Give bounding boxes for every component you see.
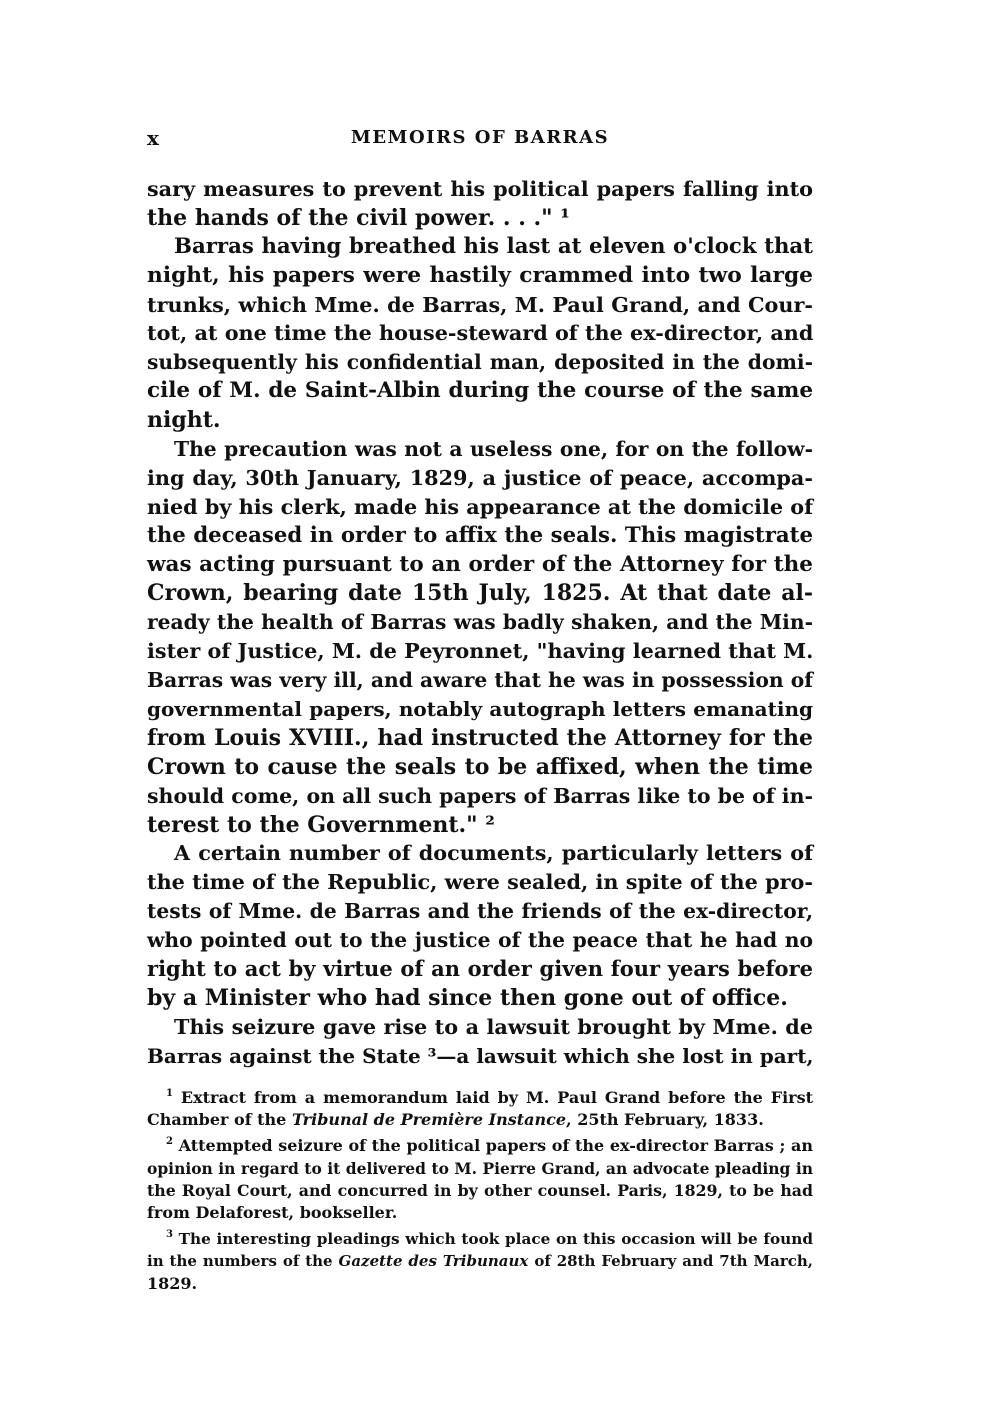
body-line: A certain number of documents, particularly letters of [174, 841, 813, 866]
body-line: This seizure gave rise to a lawsuit brought by Mme. de [174, 1014, 813, 1039]
body-line: ing day, 30th January, 1829, a justice of peace, accompa- [147, 465, 813, 490]
body-line: who pointed out to the justice of the peace that he had no [147, 928, 813, 953]
body-line: Barras was very ill, and aware that he was in possession of [147, 668, 813, 693]
footnote-marker: 3 [166, 1229, 173, 1241]
running-head [147, 125, 813, 151]
body-text [147, 175, 813, 1071]
footnote-3-line: $^3$ The interesting pleadings which took place on this occasion will be found [166, 1229, 813, 1249]
body-line: terest to the Government." ² [147, 811, 495, 838]
body-line: ready the health of Barras was badly shaken, and the Min- [147, 610, 813, 635]
body-line: governmental papers, notably autograph letters emanating [147, 697, 813, 722]
tribunal-title: Tribunal de Première Instance [291, 1110, 567, 1130]
footnote-1-line: Chamber of the Tribunal de Première Instance, 25th February, 1833. [147, 1110, 764, 1130]
running-title: MEMOIRS OF BARRAS [350, 127, 610, 148]
body-line: should come, on all such papers of Barras like to be of in- [147, 783, 813, 808]
footnote-3-line: 1829. [147, 1273, 198, 1293]
body-line: sary measures to prevent his political papers falling into [147, 177, 813, 201]
body-line: Crown, bearing date 15th July, 1825. At that date al- [147, 580, 813, 607]
body-line: the hands of the civil power. . . ." ¹ [147, 204, 570, 231]
body-line: nied by his clerk, made his appearance at the domicile of [147, 494, 814, 519]
body-line: Crown to cause the seals to be affixed, when the time [147, 753, 813, 780]
body-line: tot, at one time the house-steward of the ex-director, and [147, 321, 814, 346]
body-line: the time of the Republic, were sealed, in spite of the pro- [147, 870, 813, 895]
footnote-marker: 1 [166, 1088, 173, 1099]
footnote-2-line: opinion in regard to it delivered to M. Pierre Grand, an advocate pleading in [147, 1158, 813, 1178]
body-line: tests of Mme. de Barras and the friends of the ex-director, [147, 899, 813, 924]
body-line: was acting pursuant to an order of the Attorney for the [147, 551, 813, 577]
body-line: subsequently his confidential man, deposited in the domi- [147, 350, 813, 375]
body-line: night, his papers were hastily crammed into two large [147, 262, 813, 288]
footnote-3-line: in the numbers of the Gazette des Tribunaux of 28th February and 7th March, [147, 1252, 813, 1271]
body-line: right to act by virtue of an order given four years before [147, 956, 813, 982]
gazette-title: Gazette des Tribunaux [338, 1252, 529, 1271]
body-line: by a Minister who had since then gone out of office. [147, 984, 788, 1011]
body-line: Barras against the State ³—a lawsuit which she lost in part, [147, 1043, 814, 1068]
footnote-2-line: from Delaforest, bookseller. [147, 1202, 398, 1222]
body-line: night. [147, 407, 221, 434]
footnote-marker: 2 [166, 1136, 173, 1148]
body-line: The precaution was not a useless one, for on the follow- [174, 437, 813, 462]
body-line: ister of Justice, M. de Peyronnet, "having learned that M. [147, 639, 814, 664]
footnote-2-line: $^2$ Attempted seizure of the political papers of the ex-director Barras ; an [166, 1136, 813, 1156]
footnote-1-line: $^1$ Extract from a memorandum laid by M. Paul Grand before the First [166, 1088, 813, 1107]
page-number: x [147, 126, 159, 150]
body-line: cile of M. de Saint-Albin during the course of the same [147, 378, 813, 404]
body-line: from Louis XVIII., had instructed the Attorney for the [147, 724, 813, 751]
footnotes [147, 1087, 813, 1295]
body-line: the deceased in order to affix the seals. This magistrate [147, 522, 813, 548]
body-line: Barras having breathed his last at eleven o'clock that [174, 233, 813, 259]
body-line: trunks, which Mme. de Barras, M. Paul Grand, and Cour- [147, 292, 813, 317]
footnote-2-line: the Royal Court, and concurred in by other counsel. Paris, 1829, to be had [147, 1180, 813, 1200]
